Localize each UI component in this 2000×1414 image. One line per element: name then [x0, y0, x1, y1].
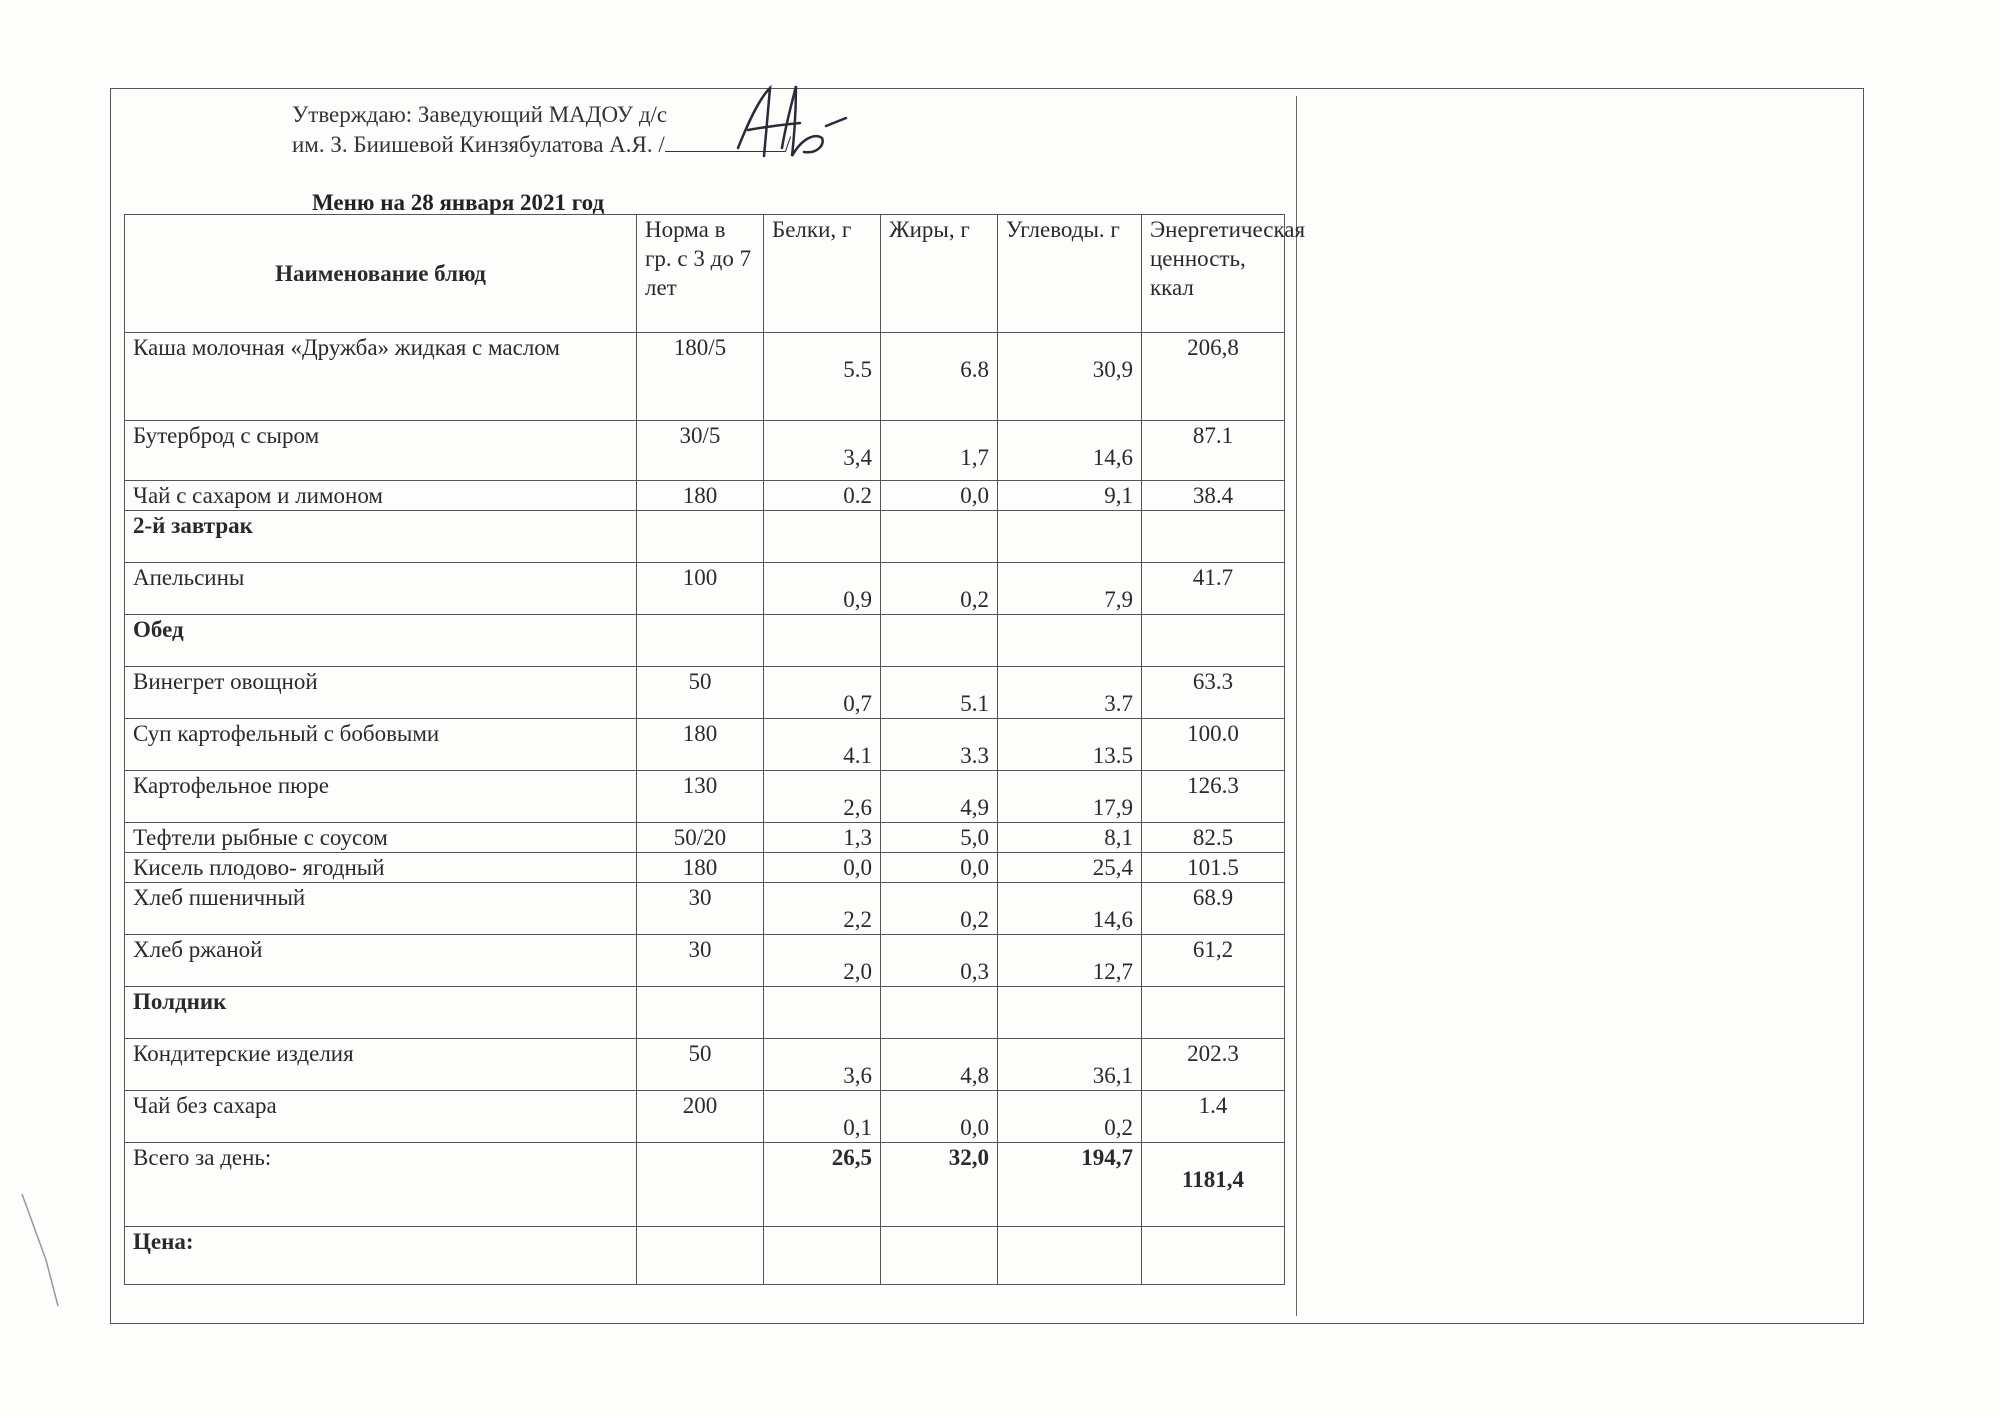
dish-name: Кондитерские изделия — [125, 1039, 637, 1091]
norm-value: 200 — [637, 1091, 764, 1143]
empty-cell — [637, 1227, 764, 1285]
empty-cell — [1142, 1227, 1285, 1285]
total-protein: 26,5 — [764, 1143, 881, 1227]
protein-value: 5.5 — [764, 333, 881, 421]
carbs-value: 7,9 — [998, 563, 1142, 615]
dish-name: Суп картофельный с бобовыми — [125, 719, 637, 771]
protein-value: 0.2 — [764, 481, 881, 511]
energy-value: 87.1 — [1142, 421, 1285, 481]
empty-cell — [764, 1227, 881, 1285]
protein-value: 1,3 — [764, 823, 881, 853]
col-header-carbs: Углеводы. г — [998, 215, 1142, 333]
empty-cell — [637, 615, 764, 667]
table-row — [125, 563, 1285, 615]
fat-value: 4,8 — [881, 1039, 998, 1091]
col-header-name: Наименование блюд — [125, 215, 637, 333]
empty-cell — [881, 1227, 998, 1285]
fat-value: 0,2 — [881, 563, 998, 615]
protein-value: 2,0 — [764, 935, 881, 987]
carbs-value: 25,4 — [998, 853, 1142, 883]
section-label: Обед — [125, 615, 637, 667]
norm-value: 50 — [637, 667, 764, 719]
fat-value: 0,0 — [881, 1091, 998, 1143]
fat-value: 3.3 — [881, 719, 998, 771]
dish-name: Винегрет овощной — [125, 667, 637, 719]
norm-value: 180 — [637, 481, 764, 511]
energy-value: 61,2 — [1142, 935, 1285, 987]
protein-value: 3,4 — [764, 421, 881, 481]
carbs-value: 9,1 — [998, 481, 1142, 511]
table-row — [125, 333, 1285, 421]
empty-cell — [998, 511, 1142, 563]
carbs-value: 36,1 — [998, 1039, 1142, 1091]
approval-line-1: Утверждаю: Заведующий МАДОУ д/с — [292, 102, 668, 127]
protein-value: 0,7 — [764, 667, 881, 719]
fat-value: 5,0 — [881, 823, 998, 853]
carbs-value: 3.7 — [998, 667, 1142, 719]
table-row — [125, 421, 1285, 481]
fat-value: 0,2 — [881, 883, 998, 935]
dish-name: Чай с сахаром и лимоном — [125, 481, 637, 511]
table-row — [125, 667, 1285, 719]
handwritten-signature — [730, 78, 880, 168]
section-row — [125, 987, 1285, 1039]
carbs-value: 0,2 — [998, 1091, 1142, 1143]
energy-value: 41.7 — [1142, 563, 1285, 615]
carbs-value: 13.5 — [998, 719, 1142, 771]
section-label: 2-й завтрак — [125, 511, 637, 563]
total-label: Всего за день: — [125, 1143, 637, 1227]
carbs-value: 17,9 — [998, 771, 1142, 823]
dish-name: Кисель плодово- ягодный — [125, 853, 637, 883]
carbs-value: 30,9 — [998, 333, 1142, 421]
table-row — [125, 719, 1285, 771]
col-header-norm: Норма в гр. с 3 до 7 лет — [637, 215, 764, 333]
empty-cell — [637, 987, 764, 1039]
empty-cell — [764, 987, 881, 1039]
norm-value: 180 — [637, 853, 764, 883]
table-body — [125, 333, 1285, 1285]
fat-value: 0,0 — [881, 853, 998, 883]
protein-value: 2,2 — [764, 883, 881, 935]
empty-cell — [881, 615, 998, 667]
empty-cell — [881, 511, 998, 563]
price-row — [125, 1227, 1285, 1285]
empty-cell — [1142, 987, 1285, 1039]
norm-value: 30/5 — [637, 421, 764, 481]
frame-divider — [1296, 96, 1297, 1316]
energy-value: 126.3 — [1142, 771, 1285, 823]
energy-value: 101.5 — [1142, 853, 1285, 883]
empty-cell — [1142, 615, 1285, 667]
fat-value: 1,7 — [881, 421, 998, 481]
col-header-protein: Белки, г — [764, 215, 881, 333]
energy-value: 202.3 — [1142, 1039, 1285, 1091]
menu-table — [124, 214, 1306, 1285]
protein-value: 4.1 — [764, 719, 881, 771]
fat-value: 5.1 — [881, 667, 998, 719]
empty-cell — [881, 987, 998, 1039]
total-row — [125, 1143, 1285, 1227]
norm-value: 30 — [637, 883, 764, 935]
table-row — [125, 1091, 1285, 1143]
section-row — [125, 615, 1285, 667]
empty-cell — [764, 615, 881, 667]
total-carbs: 194,7 — [998, 1143, 1142, 1227]
norm-value: 50 — [637, 1039, 764, 1091]
fat-value: 4,9 — [881, 771, 998, 823]
table-row — [125, 481, 1285, 511]
table-row — [125, 771, 1285, 823]
energy-value: 38.4 — [1142, 481, 1285, 511]
table-row — [125, 883, 1285, 935]
energy-value: 63.3 — [1142, 667, 1285, 719]
norm-value: 180 — [637, 719, 764, 771]
approval-name: им. З. Биишевой Кинзябулатова А.Я. / — [292, 132, 665, 157]
col-header-fat: Жиры, г — [881, 215, 998, 333]
protein-value: 0,9 — [764, 563, 881, 615]
col-header-energy: Энергетическая ценность, ккал — [1142, 215, 1285, 333]
carbs-value: 12,7 — [998, 935, 1142, 987]
protein-value: 0,0 — [764, 853, 881, 883]
norm-value: 100 — [637, 563, 764, 615]
dish-name: Хлеб пшеничный — [125, 883, 637, 935]
energy-value: 68.9 — [1142, 883, 1285, 935]
approval-slash: / — [784, 132, 792, 157]
dish-name: Чай без сахара — [125, 1091, 637, 1143]
energy-value: 100.0 — [1142, 719, 1285, 771]
fat-value: 0,0 — [881, 481, 998, 511]
dish-name: Тефтели рыбные с соусом — [125, 823, 637, 853]
carbs-value: 14,6 — [998, 883, 1142, 935]
protein-value: 3,6 — [764, 1039, 881, 1091]
total-fat: 32,0 — [881, 1143, 998, 1227]
carbs-value: 14,6 — [998, 421, 1142, 481]
section-label: Полдник — [125, 987, 637, 1039]
carbs-value: 8,1 — [998, 823, 1142, 853]
total-energy: 1181,4 — [1142, 1143, 1285, 1227]
empty-cell — [998, 1227, 1142, 1285]
empty-cell — [637, 511, 764, 563]
energy-value: 1.4 — [1142, 1091, 1285, 1143]
norm-value: 130 — [637, 771, 764, 823]
empty-cell — [764, 511, 881, 563]
protein-value: 2,6 — [764, 771, 881, 823]
fat-value: 6.8 — [881, 333, 998, 421]
price-label: Цена: — [125, 1227, 637, 1285]
dish-name: Апельсины — [125, 563, 637, 615]
approval-block — [292, 100, 791, 160]
table-row — [125, 935, 1285, 987]
dish-name: Картофельное пюре — [125, 771, 637, 823]
dish-name: Бутерброд с сыром — [125, 421, 637, 481]
dish-name: Хлеб ржаной — [125, 935, 637, 987]
table-row — [125, 823, 1285, 853]
section-row — [125, 511, 1285, 563]
norm-value: 50/20 — [637, 823, 764, 853]
norm-value: 180/5 — [637, 333, 764, 421]
protein-value: 0,1 — [764, 1091, 881, 1143]
energy-value: 206,8 — [1142, 333, 1285, 421]
fat-value: 0,3 — [881, 935, 998, 987]
table-row — [125, 853, 1285, 883]
empty-cell — [1142, 511, 1285, 563]
empty-cell — [998, 987, 1142, 1039]
energy-value: 82.5 — [1142, 823, 1285, 853]
table-header-row — [125, 215, 1285, 333]
page-title: Меню на 28 января 2021 год — [312, 190, 605, 215]
table-row — [125, 1039, 1285, 1091]
scan-artifact — [18, 1190, 68, 1310]
empty-cell — [998, 615, 1142, 667]
approval-line-2 — [292, 130, 791, 160]
empty-cell — [637, 1143, 764, 1227]
norm-value: 30 — [637, 935, 764, 987]
dish-name: Каша молочная «Дружба» жидкая с маслом — [125, 333, 637, 421]
